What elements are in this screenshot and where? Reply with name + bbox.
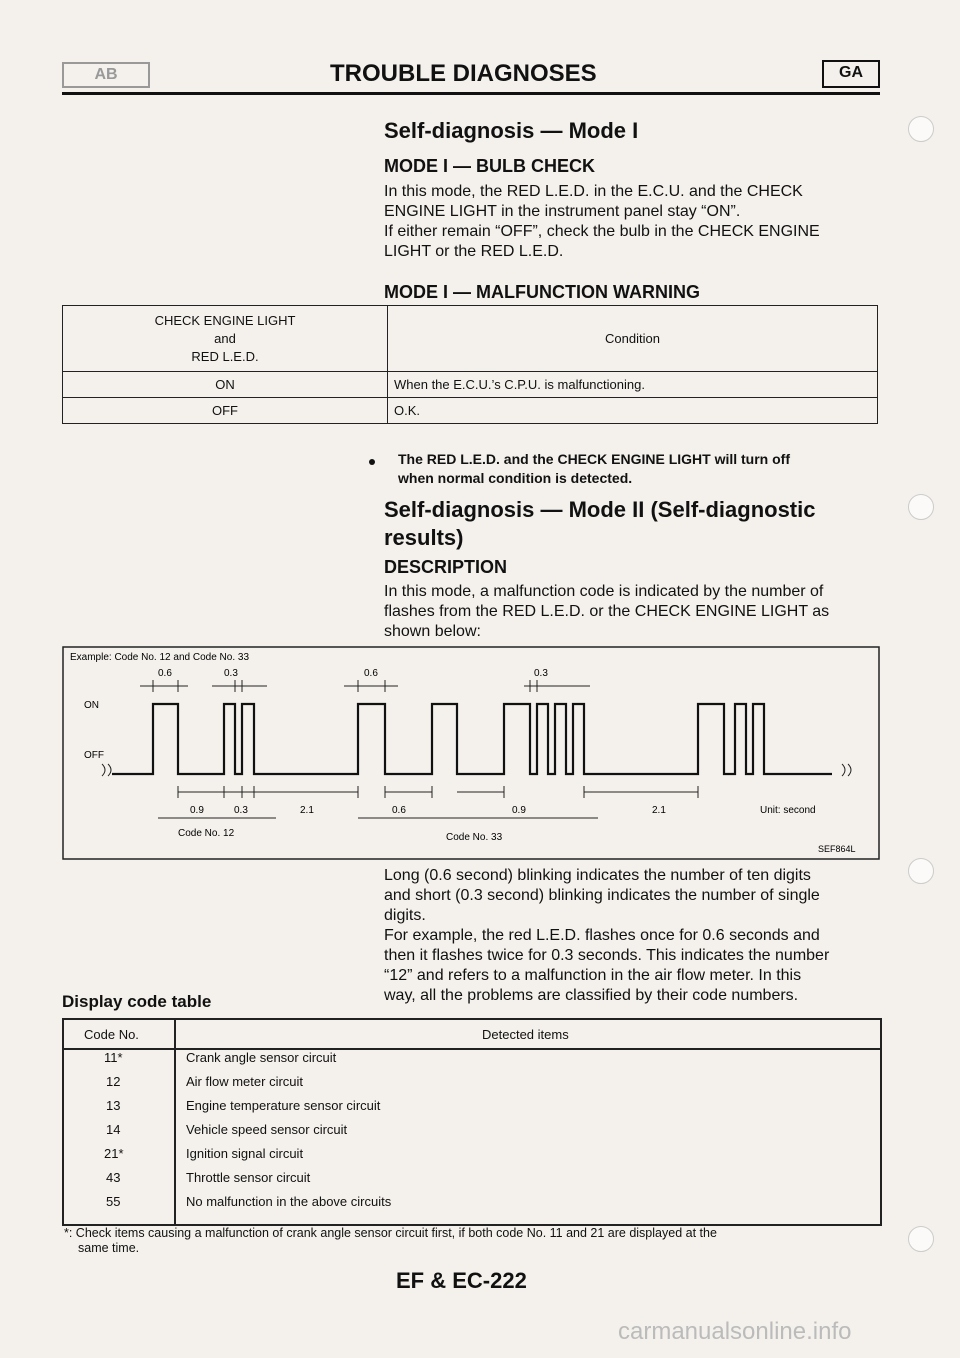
description-text — [384, 582, 882, 642]
break-mark-left — [102, 764, 111, 776]
item-cell: No malfunction in the above circuits — [186, 1194, 392, 1209]
mode1-heading: Self-diagnosis — Mode I — [384, 118, 639, 143]
text-line: way, all the problems are classified by their code numbers. — [384, 987, 799, 1004]
example-label: Example: Code No. 12 and Code No. 33 — [70, 652, 249, 663]
condition-cell: When the E.C.U.’s C.P.U. is malfunctioning. — [388, 372, 878, 398]
footnote — [64, 1226, 717, 1256]
text-line: “12” and refers to a malfunction in the air flow meter. In this — [384, 967, 802, 984]
top-label-3: 0.6 — [364, 668, 378, 679]
break-mark-right — [842, 764, 851, 776]
item-cell: Throttle sensor circuit — [186, 1170, 311, 1185]
text-line: and short (0.3 second) blinking indicates the number of single — [384, 887, 820, 904]
table-row — [63, 372, 878, 398]
item-cell: Ignition signal circuit — [186, 1146, 304, 1161]
explanation-text — [384, 866, 882, 1006]
footnote-line: *: Check items causing a malfunction of crank angle sensor circuit first, if both code No. 11 and 21 are displayed at the — [64, 1226, 717, 1240]
bulb-check-heading: MODE I — BULB CHECK — [384, 156, 595, 176]
bottom-label-5: 0.9 — [512, 805, 526, 816]
mode1-note — [398, 450, 790, 488]
footnote-line: same time. — [78, 1241, 140, 1255]
text-line: then it flashes twice for 0.3 seconds. This indicates the number — [384, 947, 830, 964]
item-cell: Crank angle sensor circuit — [186, 1050, 337, 1065]
bottom-label-3: 2.1 — [300, 805, 314, 816]
binder-hole-icon — [908, 1226, 934, 1252]
text-line: shown below: — [384, 623, 481, 640]
header-line: and — [214, 330, 236, 346]
header-line: RED L.E.D. — [191, 348, 259, 364]
text-line: ENGINE LIGHT in the instrument panel stay “ON”. — [384, 203, 741, 220]
display-code-table — [62, 1018, 882, 1226]
code-12-label: Code No. 12 — [178, 828, 235, 839]
on-label: ON — [84, 700, 99, 711]
unit-label: Unit: second — [760, 805, 816, 816]
text-line: In this mode, the RED L.E.D. in the E.C.U. and the CHECK — [384, 183, 803, 200]
col-header-code: Code No. — [84, 1027, 139, 1042]
table-divider — [174, 1020, 176, 1224]
text-line: For example, the red L.E.D. flashes once for 0.6 seconds and — [384, 927, 820, 944]
bullet-icon — [369, 459, 375, 465]
code-cell: 55 — [106, 1194, 121, 1209]
mode2-heading — [384, 496, 815, 552]
display-code-heading: Display code table — [62, 992, 212, 1011]
item-cell: Air flow meter circuit — [186, 1074, 304, 1089]
text-line: Long (0.6 second) blinking indicates the number of ten digits — [384, 867, 811, 884]
col-header-items: Detected items — [482, 1027, 569, 1042]
header-line: CHECK ENGINE LIGHT — [154, 312, 296, 328]
condition-cell: O.K. — [388, 398, 878, 424]
top-label-2: 0.3 — [224, 668, 238, 679]
code-cell: 21* — [104, 1146, 124, 1161]
bottom-label-1: 0.9 — [190, 805, 204, 816]
table-row — [63, 398, 878, 424]
code-cell: 12 — [106, 1074, 121, 1089]
blink-timing-diagram — [62, 646, 880, 860]
heading-line: results) — [384, 525, 464, 550]
bulb-check-text — [384, 182, 882, 262]
binder-hole-icon — [908, 116, 934, 142]
top-dimension-lines — [140, 680, 590, 692]
section-tag-right: GA — [822, 60, 880, 88]
code-cell: 13 — [106, 1098, 121, 1113]
code-cell: 11* — [104, 1050, 123, 1065]
text-line: LIGHT or the RED L.E.D. — [384, 243, 564, 260]
note-line: The RED L.E.D. and the CHECK ENGINE LIGHT will turn off — [398, 451, 790, 467]
binder-hole-icon — [908, 858, 934, 884]
text-line: If either remain “OFF”, check the bulb in the CHECK ENGINE — [384, 223, 820, 240]
figure-ref: SEF864L — [818, 844, 856, 854]
description-heading: DESCRIPTION — [384, 557, 508, 577]
page-number: EF & EC-222 — [396, 1268, 527, 1293]
table-header-light — [63, 306, 388, 372]
heading-line: Self-diagnosis — Mode II (Self-diagnostic — [384, 497, 816, 522]
signal-waveform — [112, 704, 832, 774]
note-line: when normal condition is detected. — [398, 470, 633, 486]
bottom-label-6: 2.1 — [652, 805, 666, 816]
page-header-title: TROUBLE DIAGNOSES — [330, 60, 597, 87]
code-cell: 14 — [106, 1122, 121, 1137]
top-label-4: 0.3 — [534, 668, 548, 679]
malfunction-warning-heading: MODE I — MALFUNCTION WARNING — [384, 282, 700, 302]
watermark: carmanualsonline.info — [618, 1318, 852, 1345]
state-cell: OFF — [63, 398, 388, 424]
table-header-condition: Condition — [388, 306, 878, 372]
bottom-label-2: 0.3 — [234, 805, 248, 816]
bottom-label-4: 0.6 — [392, 805, 406, 816]
code-33-label: Code No. 33 — [446, 832, 503, 843]
header-rule — [62, 92, 880, 95]
code-cell: 43 — [106, 1170, 121, 1185]
item-cell: Engine temperature sensor circuit — [186, 1098, 381, 1113]
item-cell: Vehicle speed sensor circuit — [186, 1122, 348, 1137]
malfunction-warning-table — [62, 305, 878, 424]
section-tag-left: AB — [62, 62, 150, 88]
off-label: OFF — [84, 750, 104, 761]
state-cell: ON — [63, 372, 388, 398]
top-label-1: 0.6 — [158, 668, 172, 679]
text-line: In this mode, a malfunction code is indicated by the number of — [384, 583, 824, 600]
binder-hole-icon — [908, 494, 934, 520]
bottom-dimension-lines — [178, 786, 698, 798]
text-line: flashes from the RED L.E.D. or the CHECK ENGINE LIGHT as — [384, 603, 830, 620]
text-line: digits. — [384, 907, 426, 924]
